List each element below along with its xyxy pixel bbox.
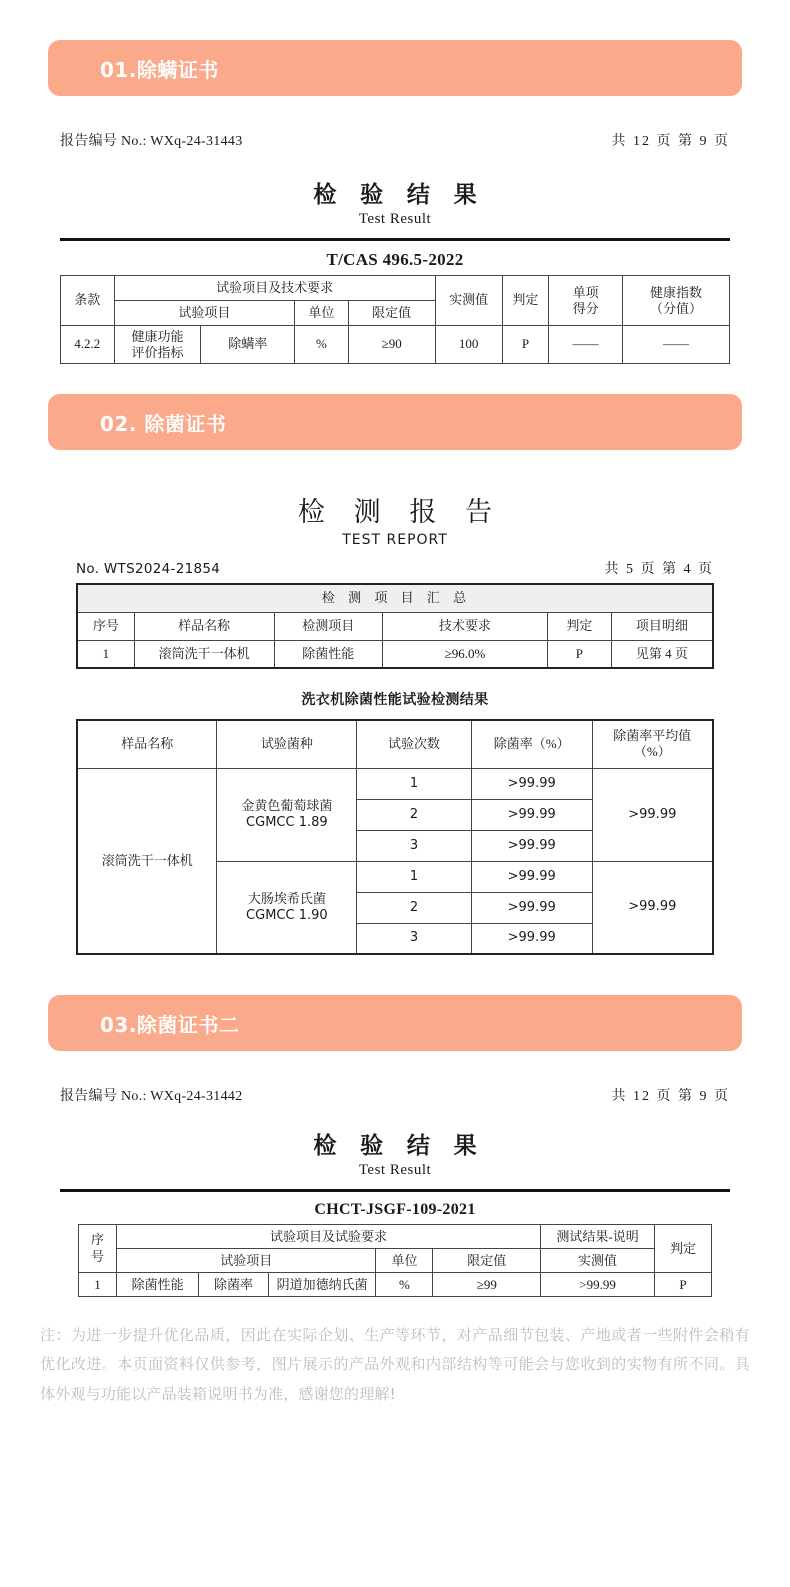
th-score-line1: 单项 — [572, 284, 599, 300]
th-clause: 条款 — [61, 276, 115, 326]
cell-limit: ≥99 — [433, 1273, 541, 1297]
top-spacer — [0, 0, 790, 40]
th-seq — [79, 1225, 117, 1273]
cell-unit: % — [376, 1273, 433, 1297]
cell-item-b: 除菌率 — [199, 1273, 269, 1297]
th-average-rate-line1: 除菌率平均值 — [613, 728, 692, 744]
th-verdict: 判定 — [502, 276, 549, 326]
section-banner-02-label: 02. 除菌证书 — [100, 411, 227, 436]
th-measured: 实测值 — [435, 276, 502, 326]
th-unit: 单位 — [376, 1249, 433, 1273]
cell-seq: 1 — [79, 1273, 117, 1297]
cell-item-detail: 见第 4 页 — [611, 640, 713, 668]
th-item-group: 试验项目及试验要求 — [116, 1225, 540, 1249]
th-result-group: 测试结果-说明 — [541, 1225, 655, 1249]
report-number-03: 报告编号 No.: WXq-24-31442 — [60, 1089, 243, 1105]
test-result-title-cn-03: 检 验 结 果 — [313, 1133, 486, 1159]
section-banner-02 — [48, 394, 742, 450]
results-subtitle: 洗衣机除菌性能试验检测结果 — [301, 692, 489, 709]
cell-strain-2 — [217, 861, 357, 954]
th-health-index — [622, 276, 729, 326]
cell-rate: >99.99 — [471, 799, 592, 830]
cell-trial: 1 — [357, 768, 471, 799]
spacer — [76, 548, 714, 558]
cell-rate: >99.99 — [471, 861, 592, 892]
th-verdict: 判定 — [548, 612, 612, 640]
cell-health-index: —— — [622, 326, 729, 364]
report-number-01: 报告编号 No.: WXq-24-31443 — [60, 134, 243, 149]
report-meta-row-01 — [60, 130, 730, 150]
test-report-title-en: TEST REPORT — [342, 532, 448, 549]
spacer — [60, 150, 730, 176]
table-header-row — [61, 276, 730, 301]
section-banner-01-label: 01.除螨证书 — [100, 57, 219, 82]
divider-rule-03 — [60, 1189, 730, 1192]
th-average-rate-line2: （%） — [633, 744, 671, 760]
cell-verdict: P — [655, 1273, 712, 1297]
table-subheader-row — [79, 1249, 712, 1273]
cell-strain-1-line1: 金黄色葡萄球菌 — [241, 797, 333, 813]
test-result-title-en-03: Test Result — [358, 1162, 432, 1179]
th-strain: 试验菌种 — [217, 720, 357, 768]
th-limit: 限定值 — [348, 301, 435, 326]
section-01-document — [0, 130, 790, 364]
cell-strain-1-line2: CGMCC 1.89 — [246, 815, 328, 831]
cell-verdict: P — [502, 326, 549, 364]
th-seq-line2: 号 — [90, 1248, 104, 1264]
cell-clause: 4.2.2 — [61, 326, 115, 364]
section-03-document — [0, 1085, 790, 1297]
cell-trial: 2 — [357, 892, 471, 923]
page-info-02: 共 5 页 第 4 页 — [604, 562, 714, 578]
table-row — [79, 1273, 712, 1297]
th-sample-name: 样品名称 — [77, 720, 217, 768]
spacer — [0, 96, 790, 130]
th-score — [549, 276, 623, 326]
cell-verdict: P — [548, 640, 612, 668]
cell-strain-2-line2: CGMCC 1.90 — [246, 907, 328, 923]
section-02-document — [0, 490, 790, 955]
th-item-group: 试验项目及技术要求 — [114, 276, 435, 301]
cell-measured: 100 — [435, 326, 502, 364]
th-test-item: 试验项目 — [116, 1249, 376, 1273]
cell-trial: 3 — [357, 923, 471, 954]
th-sterilization-rate: 除菌率（%） — [471, 720, 592, 768]
cell-rate: >99.99 — [471, 768, 592, 799]
spacer — [0, 955, 790, 995]
table-header-row — [77, 612, 713, 640]
th-seq: 序号 — [77, 612, 134, 640]
th-health-line1: 健康指数 — [649, 284, 702, 300]
table-row — [61, 326, 730, 364]
cell-trial: 3 — [357, 830, 471, 861]
th-test-item: 试验项目 — [114, 301, 295, 326]
cell-trial: 1 — [357, 861, 471, 892]
cell-rate: >99.99 — [471, 830, 592, 861]
chct-result-table — [78, 1224, 712, 1297]
test-result-title-cn-01: 检 验 结 果 — [313, 182, 486, 207]
cell-average: >99.99 — [592, 861, 713, 954]
footer-disclaimer-note: 注：为进一步提升优化品质，因此在实际企划、生产等环节，对产品细节包装、产地或者一些附件会稍有优化改进。本页面资料仅供参考，图片展示的产品外观和内部结构等可能会与您收到的实物有所不同。具体外观与功能以产品装箱说明书为准，感谢您的理解! — [40, 1326, 750, 1403]
cell-category-line1: 健康功能 — [131, 329, 184, 344]
standard-code-03: CHCT-JSGF-109-2021 — [314, 1201, 476, 1219]
cell-seq: 1 — [77, 640, 134, 668]
page-info-01: 共 12 页 第 9 页 — [611, 134, 730, 149]
test-report-title-cn: 检 测 报 告 — [297, 497, 504, 528]
cell-rate: >99.99 — [471, 892, 592, 923]
cell-item-a: 除菌性能 — [116, 1273, 198, 1297]
cell-rate: >99.99 — [471, 923, 592, 954]
report-meta-row-02 — [76, 558, 714, 578]
summary-band-title: 检 测 项 目 汇 总 — [77, 584, 713, 612]
table-row — [77, 640, 713, 668]
th-health-line2: （分值） — [649, 300, 702, 316]
cell-average: >99.99 — [592, 768, 713, 861]
table-header-row — [79, 1225, 712, 1249]
spacer — [60, 1105, 730, 1127]
cell-tech-requirement: ≥96.0% — [382, 640, 547, 668]
cell-trial: 2 — [357, 799, 471, 830]
th-limit: 限定值 — [433, 1249, 541, 1273]
standard-code-01: T/CAS 496.5-2022 — [326, 250, 464, 269]
tcas-result-table — [60, 275, 730, 364]
cell-strain-1 — [217, 768, 357, 861]
spacer — [0, 364, 790, 394]
cell-sample-name: 滚筒洗干一体机 — [77, 768, 217, 954]
test-result-title-en-01: Test Result — [358, 211, 432, 227]
divider-rule-01 — [60, 238, 730, 241]
cell-measured: >99.99 — [541, 1273, 655, 1297]
cell-item-c: 阴道加德纳氏菌 — [268, 1273, 376, 1297]
th-trial-count: 试验次数 — [357, 720, 471, 768]
report-number-02: No. WTS2024-21854 — [76, 561, 221, 578]
th-measured: 实测值 — [541, 1249, 655, 1273]
th-verdict: 判定 — [655, 1225, 712, 1273]
cell-test-item: 除菌性能 — [274, 640, 382, 668]
sterilization-results-table — [76, 719, 714, 955]
th-item-detail: 项目明细 — [611, 612, 713, 640]
cell-category-line2: 评价指标 — [131, 344, 184, 360]
cell-strain-2-line1: 大肠埃希氏菌 — [247, 890, 326, 906]
inspection-summary-table — [76, 583, 714, 669]
table-band-row — [77, 584, 713, 612]
page-info-03: 共 12 页 第 9 页 — [611, 1089, 730, 1105]
section-banner-03-label: 03.除菌证书二 — [100, 1012, 240, 1037]
th-score-line2: 得分 — [572, 300, 599, 316]
th-sample-name: 样品名称 — [134, 612, 274, 640]
th-unit: 单位 — [295, 301, 349, 326]
cell-category — [114, 326, 201, 364]
spacer — [0, 450, 790, 490]
spacer — [0, 1051, 790, 1085]
cell-sample-name: 滚筒洗干一体机 — [134, 640, 274, 668]
table-row — [77, 768, 713, 799]
cell-score: —— — [549, 326, 623, 364]
th-tech-requirement: 技术要求 — [382, 612, 547, 640]
table-header-row — [77, 720, 713, 768]
th-seq-line1: 序 — [90, 1232, 104, 1248]
report-meta-row-03 — [60, 1085, 730, 1105]
th-test-item: 检测项目 — [274, 612, 382, 640]
th-average-rate — [592, 720, 713, 768]
cell-limit: ≥90 — [348, 326, 435, 364]
section-banner-01 — [48, 40, 742, 96]
section-banner-03 — [48, 995, 742, 1051]
cell-test-item: 除螨率 — [201, 326, 295, 364]
cell-unit: % — [295, 326, 349, 364]
